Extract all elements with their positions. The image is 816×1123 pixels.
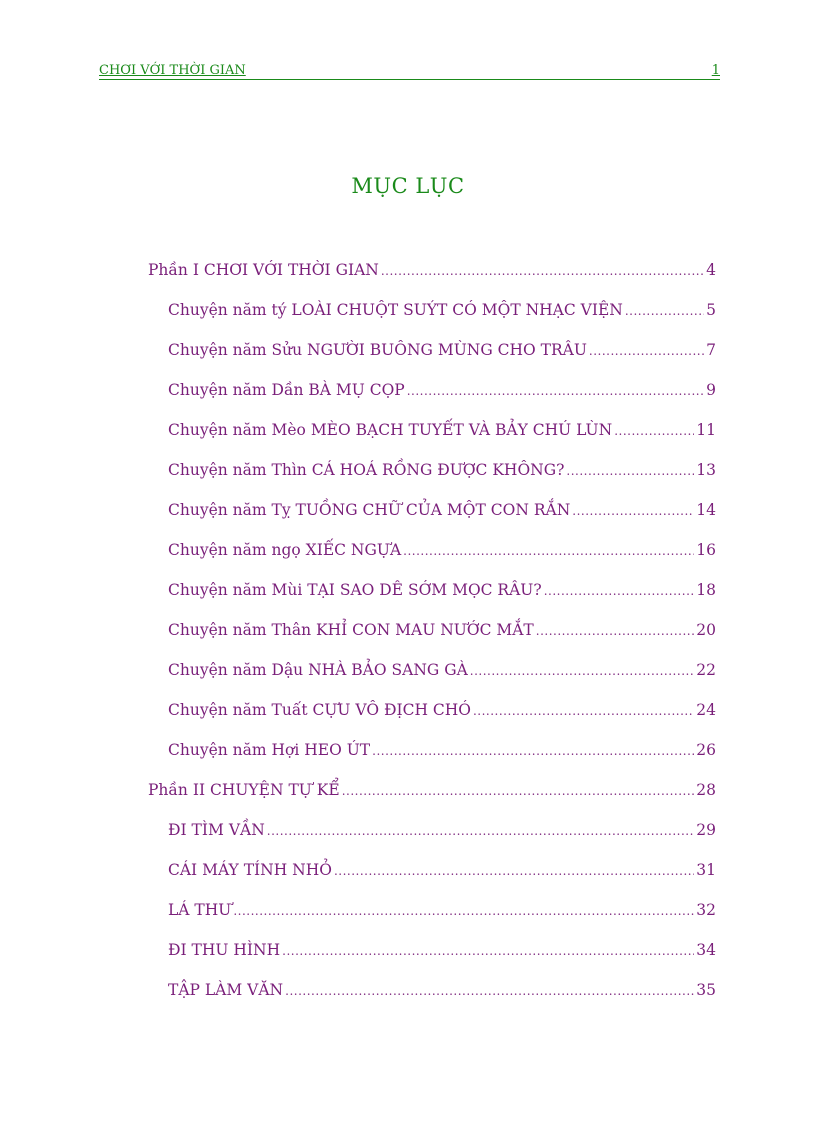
toc-entry[interactable] — [148, 338, 716, 378]
toc-entry-label: ĐI TÌM VẦN — [168, 821, 265, 839]
toc-entry-label: Chuyện năm Tỵ TUỒNG CHỮ CỦA MỘT CON RẮN — [168, 501, 571, 519]
toc-dot-leader — [282, 939, 694, 963]
toc-entry-page: 18 — [696, 581, 716, 599]
toc-entry-page: 4 — [706, 261, 716, 279]
toc-entry-page: 26 — [696, 741, 716, 759]
toc-entry-page: 14 — [696, 501, 716, 519]
toc-entry-page: 28 — [696, 781, 716, 799]
toc-dot-leader — [403, 539, 694, 563]
toc-entry-label: Chuyện năm Thìn CÁ HOÁ RỒNG ĐƯỢC KHÔNG? — [168, 461, 565, 479]
toc-dot-leader — [334, 859, 694, 883]
table-of-contents — [148, 258, 716, 1018]
toc-dot-leader — [233, 899, 694, 923]
toc-entry[interactable] — [148, 418, 716, 458]
toc-dot-leader — [407, 379, 704, 403]
toc-entry-page: 32 — [696, 901, 716, 919]
toc-dot-leader — [625, 299, 704, 323]
toc-entry[interactable] — [148, 538, 716, 578]
toc-entry[interactable] — [148, 498, 716, 538]
toc-entry[interactable] — [148, 258, 716, 298]
toc-entry[interactable] — [148, 698, 716, 738]
toc-entry-page: 22 — [696, 661, 716, 679]
toc-dot-leader — [381, 259, 704, 283]
toc-entry-page: 34 — [696, 941, 716, 959]
toc-entry[interactable] — [148, 778, 716, 818]
toc-dot-leader — [342, 779, 695, 803]
toc-entry-page: 20 — [696, 621, 716, 639]
toc-entry[interactable] — [148, 578, 716, 618]
toc-title: MỤC LỤC — [351, 174, 465, 198]
toc-entry-label: TẬP LÀM VĂN — [168, 981, 284, 999]
toc-entry-page: 5 — [706, 301, 716, 319]
toc-entry-label: Chuyện năm Tuất CỰU VÔ ĐỊCH CHÓ — [168, 701, 471, 719]
toc-entry-label: Chuyện năm tý LOÀI CHUỘT SUÝT CÓ MỘT NHẠC VIỆN — [168, 301, 623, 319]
toc-entry[interactable] — [148, 658, 716, 698]
toc-entry-page: 13 — [696, 461, 716, 479]
toc-entry[interactable] — [148, 738, 716, 778]
toc-entry-page: 16 — [696, 541, 716, 559]
toc-entry[interactable] — [148, 898, 716, 938]
toc-entry-page: 24 — [696, 701, 716, 719]
toc-dot-leader — [285, 979, 694, 1003]
toc-entry-page: 7 — [706, 341, 716, 359]
toc-dot-leader — [536, 619, 695, 643]
toc-entry-page: 11 — [696, 421, 716, 439]
toc-entry-label: ĐI THU HÌNH — [168, 941, 281, 959]
toc-entry-page: 31 — [696, 861, 716, 879]
toc-dot-leader — [372, 739, 694, 763]
toc-entry-label: Chuyện năm Thân KHỈ CON MAU NƯỚC MẮT — [168, 621, 534, 639]
header-title: CHƠI VỚI THỜI GIAN — [99, 63, 246, 78]
toc-entry-label: Chuyện năm Sửu NGƯỜI BUÔNG MÙNG CHO TRÂU — [168, 341, 587, 359]
page-header — [99, 62, 720, 80]
toc-entry[interactable] — [148, 298, 716, 338]
toc-entry-label: Chuyện năm Hợi HEO ÚT — [168, 741, 371, 759]
toc-entry[interactable] — [148, 858, 716, 898]
toc-entry-page: 35 — [696, 981, 716, 999]
toc-dot-leader — [470, 659, 694, 683]
toc-entry-label: Chuyện năm Mèo MÈO BẠCH TUYẾT VÀ BẢY CHÚ LÙN — [168, 421, 613, 439]
toc-entry[interactable] — [148, 618, 716, 658]
toc-entry-page: 9 — [706, 381, 716, 399]
toc-dot-leader — [614, 419, 694, 443]
toc-dot-leader — [544, 579, 695, 603]
toc-dot-leader — [473, 699, 694, 723]
toc-dot-leader — [267, 819, 694, 843]
toc-entry-label: LÁ THƯ — [168, 901, 232, 919]
toc-entry[interactable] — [148, 938, 716, 978]
toc-entry-page: 29 — [696, 821, 716, 839]
header-page-number: 1 — [711, 63, 720, 78]
toc-entry[interactable] — [148, 378, 716, 418]
toc-dot-leader — [589, 339, 704, 363]
toc-entry-label: Chuyện năm ngọ XIẾC NGỰA — [168, 541, 402, 559]
toc-entry[interactable] — [148, 978, 716, 1018]
toc-entry[interactable] — [148, 458, 716, 498]
toc-entry-label: Phần II CHUYỆN TỰ KỂ — [148, 781, 340, 799]
toc-entry-label: CÁI MÁY TÍNH NHỎ — [168, 861, 332, 879]
toc-dot-leader — [566, 459, 694, 483]
toc-dot-leader — [572, 499, 694, 523]
toc-entry-label: Chuyện năm Dậu NHÀ BẢO SANG GÀ — [168, 661, 468, 679]
toc-entry-label: Chuyện năm Dần BÀ MỤ CỌP — [168, 381, 405, 399]
toc-entry-label: Chuyện năm Mùi TẠI SAO DÊ SỚM MỌC RÂU? — [168, 581, 542, 599]
toc-entry[interactable] — [148, 818, 716, 858]
toc-entry-label: Phần I CHƠI VỚI THỜI GIAN — [148, 261, 379, 279]
